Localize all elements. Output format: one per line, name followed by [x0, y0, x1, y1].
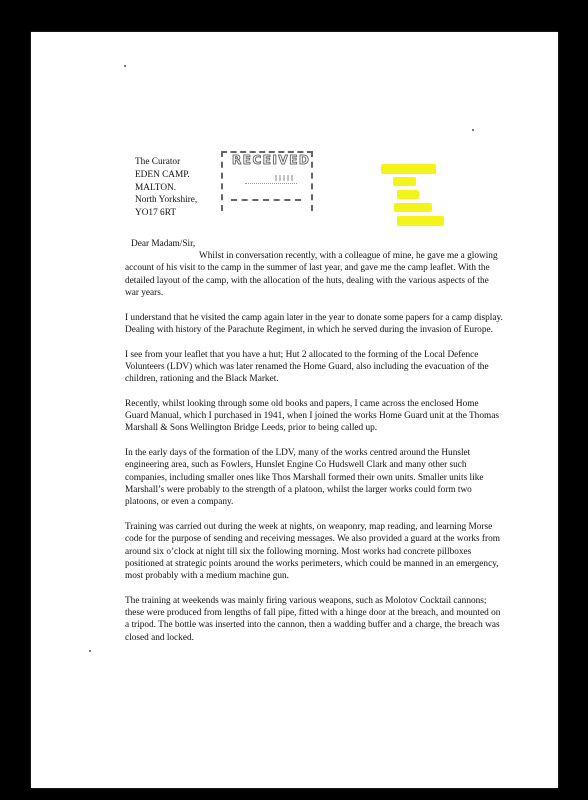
redaction-block	[397, 216, 444, 226]
address-line: MALTON.	[135, 182, 177, 193]
stamp-date-line	[245, 176, 297, 184]
speck-mark	[472, 129, 474, 131]
received-stamp-text: RECEIVED	[232, 153, 311, 167]
redaction-block	[381, 164, 436, 174]
paragraph: Training was carried out during the week at nights, on weaponry, map reading, and learning Morse code for the purpose of sending and receiving messages. We also provided a guard at the works from around six o’clock at night till six the following morning. Most works had concrete pillboxes positioned at strategic points around the works perimeters, which could be manned in an emergency, most probably with a medium machine gun.	[125, 522, 500, 582]
recipient-address	[135, 156, 197, 220]
address-line: The Curator	[135, 157, 181, 167]
address-line: YO17 6RT	[135, 208, 177, 219]
paragraph: The training at weekends was mainly firing various weapons, such as Molotov Cocktail cannons; these were produced from lengths of fall pipe, fitted with a hinge door at the breach, and mounted on a tripod. The bottle was inserted into the cannon, then a wadding buffer and a charge, the breach was closed and locked.	[125, 595, 501, 643]
paragraph: I understand that he visited the camp again later in the year to donate some papers for a camp display. Dealing with history of the Parachute Regiment, in which he served during the invasion of Europe.	[125, 312, 503, 335]
received-stamp	[221, 151, 313, 211]
speck-mark	[124, 65, 126, 67]
redaction-block	[394, 203, 432, 212]
salutation: Dear Madam/Sir,	[131, 239, 196, 249]
paragraph: Whilst in conversation recently, with a colleague of mine, he gave me a glowing account of his visit to the camp in the summer of last year, and gave me the camp leaflet. With the detailed layout of the camp, with the allocation of the huts, dealing with the various aspects of the war years.	[125, 251, 498, 298]
paragraph: Recently, whilst looking through some old books and papers, I came across the enclosed Home Guard Manual, which I purchased in 1941, when I joined the works Home Guard unit at the Thomas Marshall & Sons Wellington Bridge Leeds, prior to being called up.	[125, 398, 499, 434]
address-line: EDEN CAMP.	[135, 169, 190, 180]
address-line: North Yorkshire,	[135, 195, 198, 206]
speck-mark	[89, 650, 91, 652]
redaction-block	[397, 190, 419, 199]
stamp-bottom-line	[231, 199, 301, 201]
redaction-block	[393, 177, 416, 186]
paragraph: In the early days of the formation of the LDV, many of the works centred around the Hunslet engineering area, such as Fowlers, Hunslet Engine Co Hudswell Clark and many other such companies, including smaller ones like Thos Marshall formed their own units. Smaller units like Marshall’s were probably to the strength of a platoon, whilst the larger works could form two platoons, or even a company.	[125, 448, 484, 508]
letter-body	[125, 250, 503, 656]
paragraph: I see from your leaflet that you have a hut; Hut 2 allocated to the forming of the Local Defence Volunteers (LDV) which was later renamed the Home Guard, also including the evacuation of the children, rationing and the Black Market.	[125, 349, 489, 385]
letter-page	[31, 32, 558, 788]
